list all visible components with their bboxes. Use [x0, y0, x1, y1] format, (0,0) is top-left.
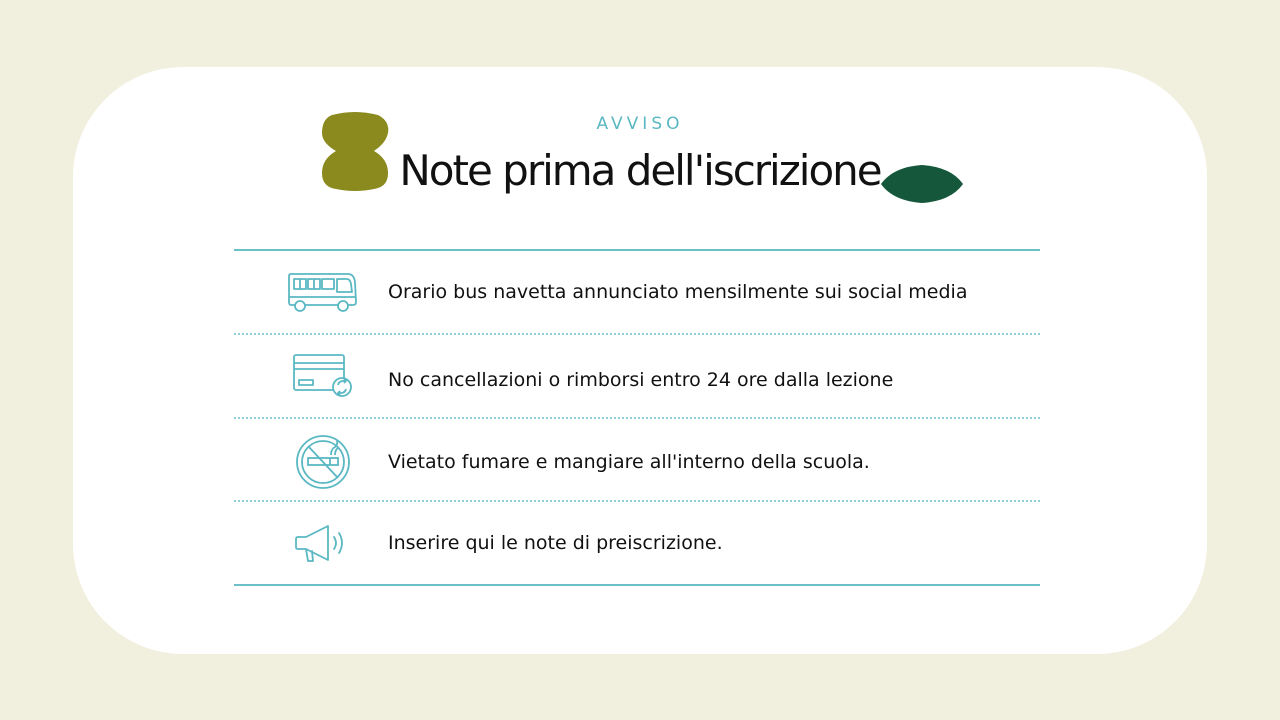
list-item [234, 513, 1040, 573]
row-divider [234, 333, 1040, 335]
page-title: Note prima dell'iscrizione [399, 146, 881, 195]
bottom-divider [234, 584, 1040, 586]
note-text: Vietato fumare e mangiare all'interno della scuola. [388, 451, 870, 473]
bus-icon [284, 262, 364, 322]
row-divider [234, 417, 1040, 419]
top-divider [234, 249, 1040, 251]
note-text: Orario bus navetta annunciato mensilmente sui social media [388, 281, 968, 303]
note-text: Inserire qui le note di preiscrizione. [388, 532, 723, 554]
note-text: No cancellazioni o rimborsi entro 24 ore dalla lezione [388, 369, 894, 391]
row-divider [234, 500, 1040, 502]
list-item [234, 262, 1040, 322]
megaphone-icon [284, 513, 364, 573]
credit-card-refund-icon [284, 350, 364, 410]
list-item [234, 350, 1040, 410]
list-item [234, 432, 1040, 492]
no-smoking-icon [284, 432, 364, 492]
eyebrow-label: AVVISO [596, 114, 684, 134]
